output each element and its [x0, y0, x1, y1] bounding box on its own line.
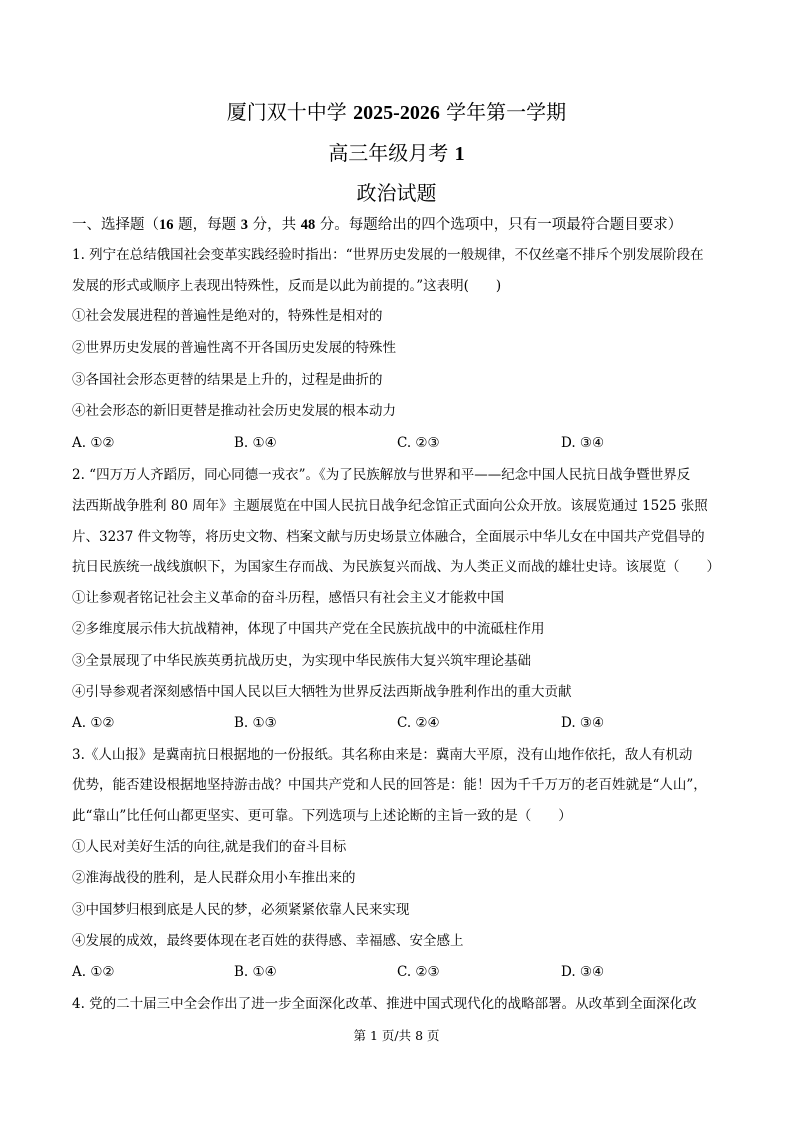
question-2-options	[72, 713, 732, 733]
section-text-3: 分，共	[247, 217, 301, 233]
exam-number: 1	[454, 143, 465, 165]
school-title	[0, 99, 793, 126]
section-count: 16	[159, 217, 174, 233]
option-b: B. ①④	[234, 435, 277, 451]
option-d: D. ③④	[561, 715, 605, 731]
question-4-line-1: 4. 党的二十届三中全会作出了进一步全面深化改革、推进中国式现代化的战略部署。从改革到全面深化改	[72, 996, 697, 1012]
subject-title: 政治试题	[356, 181, 437, 205]
question-3-line-3: 此“靠山”比任何山都更坚实、更可靠。下列选项与上述论断的主旨一致的是（ ）	[72, 808, 572, 824]
school-years: 2025-2026	[353, 102, 440, 124]
question-3-line-1: 3.《人山报》是冀南抗日根据地的一份报纸。其名称由来是：冀南大平原，没有山地作依托，敌人有机动	[72, 747, 693, 763]
question-2-line-3: 片、3237 件文物等，将历史文物、档案文献与历史场景立体融合，全面展示中华儿女在中国共产党倡导的	[72, 529, 705, 545]
school-prefix: 厦门双十中学	[226, 100, 354, 124]
section-text-1: 一、选择题（	[72, 217, 159, 233]
question-1-line-1: 1. 列宁在总结俄国社会变革实践经验时指出：“世界历史发展的一般规律，不仅丝毫不排斥个别发展阶段在	[72, 247, 704, 263]
question-1-item-4: ④社会形态的新旧更替是推动社会历史发展的根本动力	[72, 403, 396, 419]
question-3-item-4: ④发展的成效，最终要体现在老百姓的获得感、幸福感、安全感上	[72, 933, 464, 949]
option-a: A. ①②	[72, 964, 115, 980]
question-2-line-1: 2. “四万万人齐蹈厉，同心同德一戎衣”。《为了民族解放与世界和平——纪念中国人民抗日战争暨世界反	[72, 467, 691, 483]
section-heading	[72, 215, 732, 235]
question-2-item-3: ③全景展现了中华民族英勇抗战历史，为实现中华民族伟大复兴筑牢理论基础	[72, 653, 531, 669]
option-d: D. ③④	[561, 964, 605, 980]
option-b: B. ①③	[234, 715, 277, 731]
question-1-item-2: ②世界历史发展的普遍性离不开各国历史发展的特殊性	[72, 340, 396, 356]
option-c: C. ②③	[397, 964, 440, 980]
exam-title	[0, 140, 793, 167]
option-b: B. ①④	[234, 964, 277, 980]
question-2-item-1: ①让参观者铭记社会主义革命的奋斗历程，感悟只有社会主义才能救中国	[72, 590, 504, 606]
school-suffix: 学年第一学期	[439, 100, 567, 124]
question-1-line-2: 发展的形式或顺序上表现出特殊性，反而是以此为前提的。”这表明( )	[72, 278, 502, 294]
exam-prefix: 高三年级月考	[328, 141, 455, 165]
section-text-4: 分。每题给出的四个选项中，只有一项最符合题目要求）	[315, 217, 683, 233]
option-a: A. ①②	[72, 435, 115, 451]
question-3-item-3: ③中国梦归根到底是人民的梦，必须紧紧依靠人民来实现	[72, 902, 410, 918]
question-3-item-1: ①人民对美好生活的向往,就是我们的奋斗目标	[72, 839, 347, 855]
question-1-item-1: ①社会发展进程的普遍性是绝对的，特殊性是相对的	[72, 308, 383, 324]
question-2-item-4: ④引导参观者深刻感悟中国人民以巨大牺牲为世界反法西斯战争胜利作出的重大贡献	[72, 684, 572, 700]
section-total: 48	[300, 217, 316, 233]
question-1-item-3: ③各国社会形态更替的结果是上升的，过程是曲折的	[72, 372, 383, 388]
question-2-item-2: ②多维度展示伟大抗战精神，体现了中国共产党在全民族抗战中的中流砥柱作用	[72, 621, 545, 637]
question-2-line-2: 法西斯战争胜利 80 周年》主题展览在中国人民抗日战争纪念馆正式面向公众开放。该展览通过 1525 张照	[72, 498, 708, 514]
question-3-item-2: ②淮海战役的胜利，是人民群众用小车推出来的	[72, 870, 356, 886]
question-3-options	[72, 962, 732, 982]
question-2-line-4: 抗日民族统一战线旗帜下，为国家生存而战、为民族复兴而战、为人类正义而战的雄壮史诗。该展览（ ）	[72, 559, 720, 575]
option-c: C. ②③	[397, 435, 440, 451]
option-a: A. ①②	[72, 715, 115, 731]
page-footer: 第 1 页/共 8 页	[353, 1028, 440, 1043]
section-points-each: 3	[240, 217, 248, 233]
section-text-2: 题，每题	[173, 217, 241, 233]
question-3-line-2: 优势，能否建设根据地坚持游击战？中国共产党和人民的回答是：能！因为千千万万的老百姓就是“人山”，	[72, 777, 707, 793]
option-c: C. ②④	[397, 715, 440, 731]
option-d: D. ③④	[561, 435, 605, 451]
question-1-options	[72, 433, 732, 453]
